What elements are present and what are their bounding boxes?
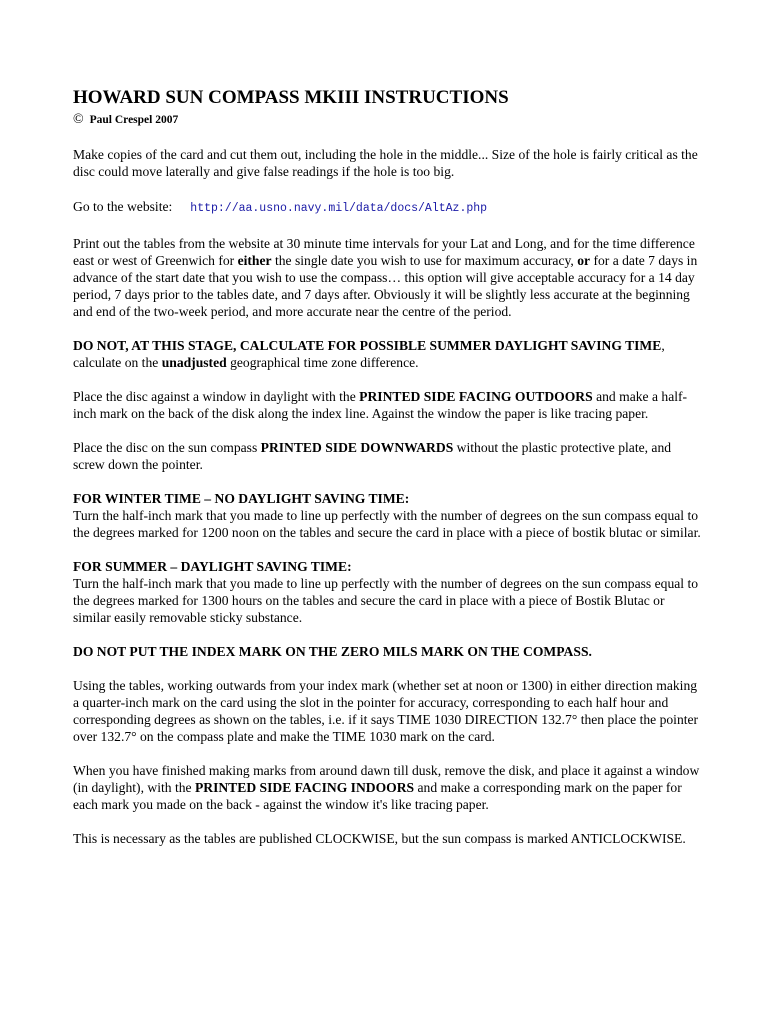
text-run: for a date 7 days in advance of the start date that you wish to use the compass… this option will give acceptable accuracy for a 14 day period, 7 days prior to the tables date, and 7 days after. Obviously it will be slightly less accurate at the beginning and end of the two-week period, and more accurate near the centre of the period. (73, 253, 698, 319)
text-run: Place the disc on the sun compass (73, 440, 261, 455)
heading-winter-time: FOR WINTER TIME – NO DAYLIGHT SAVING TIME: (73, 491, 410, 506)
paragraph-window-indoors (73, 762, 703, 813)
emphasis-indoors: PRINTED SIDE FACING INDOORS (194, 780, 415, 795)
document-page (73, 86, 703, 847)
emphasis-downwards: PRINTED SIDE DOWNWARDS (260, 440, 454, 455)
website-label: Go to the website: (73, 199, 173, 214)
paragraph-using-tables: Using the tables, working outwards from your index mark (whether set at noon or 1300) in either direction making a quarter-inch mark on the card using the slot in the pointer for accuracy, corresponding to each half hour and corresponding degrees as shown on the tables, i.e. if it says TIME 1030 DIRECTION 132.7° then place the pointer over 132.7° on the compass plate and make the TIME 1030 mark on the card. (73, 678, 699, 744)
text-run: and make a corresponding mark on the paper for each mark you made on the back - against the window it's like tracing paper. (73, 780, 682, 812)
text-run: geographical time zone difference. (226, 355, 419, 370)
emphasis-outdoors: PRINTED SIDE FACING OUTDOORS (359, 389, 593, 404)
paragraph-window-outdoors (73, 388, 703, 422)
emphasis-unadjusted: unadjusted (161, 355, 227, 370)
copyright-symbol: © (73, 112, 84, 127)
emphasis-or: or (577, 253, 591, 268)
paragraph-clockwise-note: This is necessary as the tables are published CLOCKWISE, but the sun compass is marked ANTICLOCKWISE. (73, 831, 686, 846)
paragraph-website (73, 198, 703, 217)
text-run: , calculate on the (73, 338, 665, 370)
text-run: the single date you wish to use for maximum accuracy, (271, 253, 578, 268)
paragraph-summer-time: Turn the half-inch mark that you made to line up perfectly with the number of degrees on the sun compass equal to the degrees marked for 1300 hours on the tables and secure the card in place with a piece of Bostik Blutac or similar easily removable sticky substance. (73, 576, 699, 625)
paragraph-place-disc (73, 439, 703, 473)
text-run: and make a half-inch mark on the back of the disk along the index line. Against the window the paper is like tracing paper. (73, 389, 688, 421)
copyright-line (73, 112, 703, 128)
text-run: without the plastic protective plate, and screw down the pointer. (73, 440, 672, 472)
warning-dst: DO NOT, AT THIS STAGE, CALCULATE FOR POSSIBLE SUMMER DAYLIGHT SAVING TIME (73, 338, 662, 353)
paragraph-copy-cards: Make copies of the card and cut them out, including the hole in the middle... Size of the hole is fairly critical as the disc could move laterally and give false readings if the hole is too big. (73, 147, 698, 179)
copyright-author: Paul Crespel 2007 (89, 114, 179, 126)
paragraph-do-not-calculate (73, 337, 703, 371)
paragraph-print-tables (73, 235, 703, 320)
document-title: HOWARD SUN COMPASS MKIII INSTRUCTIONS (73, 87, 509, 108)
warning-zero-mils: DO NOT PUT THE INDEX MARK ON THE ZERO MILS MARK ON THE COMPASS. (73, 644, 592, 659)
emphasis-either: either (237, 253, 272, 268)
heading-summer-time: FOR SUMMER – DAYLIGHT SAVING TIME: (73, 559, 352, 574)
website-link[interactable]: http://aa.usno.navy.mil/data/docs/AltAz.php (190, 202, 488, 215)
text-run: Place the disc against a window in daylight with the (73, 389, 360, 404)
text-run: When you have finished making marks from around dawn till dusk, remove the disk, and place it against a window (in daylight), with the (73, 763, 700, 795)
paragraph-winter-time: Turn the half-inch mark that you made to line up perfectly with the number of degrees on the sun compass equal to the degrees marked for 1200 noon on the tables and secure the card in place with a piece of bostik blutac or similar. (73, 508, 701, 540)
text-run: Print out the tables from the website at 30 minute time intervals for your Lat and Long, and for the time difference east or west of Greenwich for (73, 236, 695, 268)
